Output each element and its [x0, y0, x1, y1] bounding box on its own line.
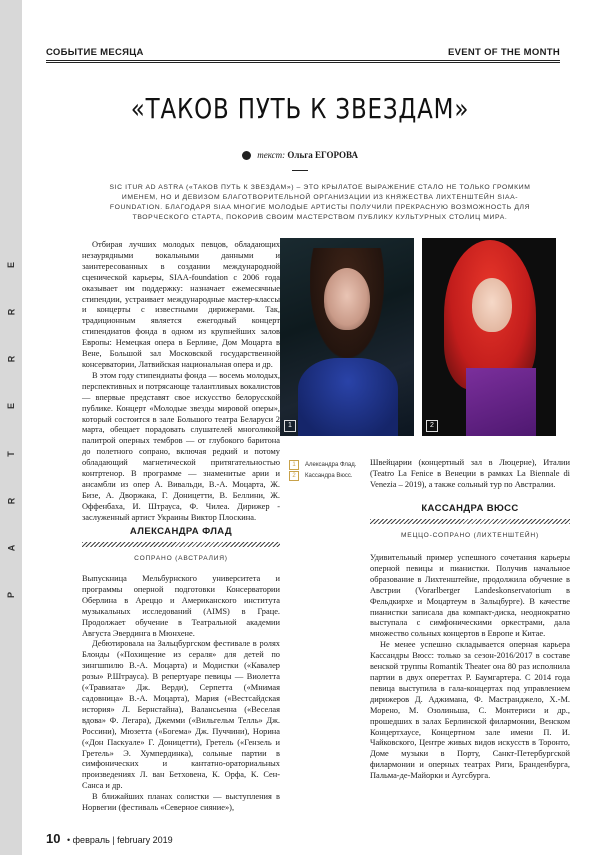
caption-number: 1: [289, 460, 299, 470]
artist2-column: [370, 553, 570, 782]
issue-date: февраль | february 2019: [72, 835, 173, 845]
caption-text: Александра Флад.: [305, 462, 357, 468]
hatch-divider: [370, 519, 570, 524]
artist1-paragraph: Дебютировала на Зальцбургском фестивале в ролях Блонды («Похищение из сераля» для детей по зингшпилю В.-А. Моцарта) и Модистки («Кавалер розы» Р.Штрауса). В репертуаре певицы — Виолетта («Травиата» Дж. Верди), Серпетта («Мнимая садовница» В.-А. Моцарта), Мария («Вестсайдская история» Л. Бернстайна), Валансьенна («Веселая вдова» Ф. Легара), Джемми («Вильгельм Телль» Дж. Россини), Мюзетта («Богема» Дж. Пуччини), Норина («Дон Паскуале» Г. Доницетти), Гретель («Гензель и Гретель» Э. Хумпердинка), сольные партии в симфонических и кантатно-ораториальных произведениях Л. ван Бетховена, К. Орфа, К. Сен-Санса и др.: [82, 639, 280, 791]
page-number: 10: [46, 831, 61, 846]
header-rule: [46, 62, 560, 63]
section-label-en: EVENT OF THE MONTH: [447, 47, 560, 58]
artist2-paragraph: Не менее успешно складывается оперная карьера Кассандры Вюсс: только за сезон-2016/2017 в составе венской труппы Romantik Theater она 80 раз исполнила партии в двух опереттах Р. Баумгартера. С 2014 года певица выступила в гала-концертах под управлением дирижеров Д. Аджимана, Ф. Мастранджело, Х.-М. Морено, М. Озолиньша, С. Монтериси и др., прошедших в залах Берлинской филармонии, Венском Концертхаусе, Концертном зале имени П. И. Чайковского, Центре живых видов искусств в Торонто, Доме музыки в Порту, Санкт-Петербургской филармонии и оперных театрах Риги, Бранденбурга, Пальма-де-Майорки и Аугсбурга.: [370, 640, 570, 781]
header-rule: [46, 60, 560, 61]
sidebar-letter: T: [6, 450, 16, 457]
intro-column: [82, 240, 280, 524]
byline-prefix: текст:: [257, 150, 286, 160]
byline-author: Ольга ЕГОРОВА: [287, 150, 358, 160]
caption-text: Кассандра Вюсс.: [305, 473, 353, 479]
caption-number: 2: [289, 471, 299, 481]
title-divider: [292, 170, 308, 171]
artist2-name: КАССАНДРА ВЮСС: [421, 503, 519, 514]
sidebar-letter: R: [6, 497, 16, 504]
article-title: «ТАКОВ ПУТЬ К ЗВЕЗДАМ»: [130, 92, 470, 125]
artist1-continuation: [370, 458, 570, 491]
photo-figure: [466, 368, 536, 436]
photo-number: 2: [426, 420, 438, 432]
photo-kassandra-vyuss: [422, 238, 556, 436]
artist1-role: СОПРАНО (АВСТРАЛИЯ): [134, 555, 228, 562]
photo-number: 1: [284, 420, 296, 432]
sidebar-letter: P: [5, 591, 16, 598]
artist2-paragraph: Удивительный пример успешного сочетания карьеры оперной певицы и пианистки. Получив начальное образование в Лихтенштейне, продолжила обучение в Австрии (Vorarlberger Landeskonservatorium в Фельдкирхе и Моцартеум в Зальцбурге). В качестве пианистки записала два компакт-диска, неоднократно выступала с симфоническими оркестрами, дала множество сольных концертов в Европе и Китае.: [370, 553, 570, 639]
intro-paragraph: Отбирая лучших молодых певцов, обладающих незаурядными вокальными данными и заинтересованных в создании международной сценической карьеры, SIAA-foundation с 2006 года оказывает им поддержку: назначает ежемесячные стипендии, устраивает международные мастер-классы и концерты с известными дирижерами. Так, традиционным является ежегодный концерт стипендиатов фонда в одном из крупнейших залов Европы: Немецкая опера в Берлине, Дом Моцарта в Вене, Большой зал Московской государственной консерватории, Латвийская национальная опера и др.: [82, 240, 280, 369]
sidebar-section-label: [0, 260, 22, 600]
photo-caption: [289, 471, 353, 481]
photo-figure: [324, 268, 370, 330]
lead-paragraph: SIC ITUR AD ASTRA («ТАКОВ ПУТЬ К ЗВЕЗДАМ») – ЭТО КРЫЛАТОЕ ВЫРАЖЕНИЕ СТАЛО НЕ ТОЛЬКО ГРОМКИМ ИМЕНЕМ, НО И ДЕВИЗОМ БЛАГОТВОРИТЕЛЬНОЙ ОРГАНИЗАЦИИ ИЗ КНЯЖЕСТВА ЛИХТЕНШТЕЙН SIAA-FOUNDATION. БЛАГОДАРЯ SIAA МНОГИЕ МОЛОДЫЕ АРТИСТЫ ПОЛУЧИЛИ ПРЕКРАСНУЮ ВОЗМОЖНОСТЬ ДЛЯ ТВОРЧЕСКОГО СТАРТА, ПОКОРИВ СВОИМ МАСТЕРСТВОМ ПУБЛИКУ КУЛЬТУРНЫХ СТОЛИЦ МИРА.: [109, 184, 531, 221]
bullet-separator: •: [66, 835, 71, 845]
page-footer: [46, 831, 173, 846]
intro-paragraph: В этом году стипендиаты фонда — восемь молодых, перспективных и потрясающе талантливых вокалистов — впервые представят свое искусство белорусской публике. Концерт «Молодые звезды мировой оперы», который состоится в зале Большого театра Беларуси 2 марта, обещает порадовать слушателей многоликой палитрой оперных тембров — от глубокого баритона до полетного сопрано, включая редкий и потому обладающий магнетической притягательностью контртенор. В программе — знаменитые арии и ансамбли из опер А. Вивальди, В.-А. Моцарта, Ж. Бизе, А. Дворжака, Г. Доницетти, В. Беллини, Ж. Оффенбаха, И. Штрауса, Ф. Чилеа. Дирижер - заслуженный артист Украины Виктор Плоскина.: [82, 370, 280, 522]
sidebar-letter: A: [6, 544, 16, 552]
artist1-paragraph: В ближайших планах солистки — выступления в Норвегии (фестиваль «Северное сияние»),: [82, 792, 280, 813]
photo-aleksandra-flad: [280, 238, 414, 436]
hatch-divider: [82, 542, 280, 547]
artist1-paragraph: Выпускница Мельбурнского университета и программы оперной подготовки Консерватории Оберлина в Ареццо и Американского института музыкальных исследований (AIMS) в Граце. Продолжает обучение в Театральной академии Августа Эвердинга в Мюнхене.: [82, 574, 280, 638]
artist1-name: АЛЕКСАНДРА ФЛАД: [129, 526, 233, 537]
continuation-paragraph: Швейцарии (концертный зал в Люцерне), Италии (Teatro La Fenice в Венеции в рамках La Biennale di Venezia – 2019), а также сольный тур по Австралии.: [370, 458, 570, 489]
byline: [0, 150, 600, 160]
sidebar-letter: E: [5, 403, 16, 410]
photo-figure: [472, 278, 512, 332]
sidebar-strip: [0, 0, 22, 855]
photo-caption: [289, 460, 356, 470]
section-label-ru: СОБЫТИЕ МЕСЯЦА: [46, 47, 144, 58]
sidebar-letter: E: [5, 261, 16, 269]
pen-icon: [242, 151, 251, 160]
artist2-role: МЕЦЦО-СОПРАНО (ЛИХТЕНШТЕЙН): [400, 532, 539, 539]
sidebar-letter: R: [6, 308, 16, 316]
photo-figure: [298, 358, 398, 436]
sidebar-letter: R: [6, 356, 16, 363]
artist1-column: [82, 574, 280, 814]
